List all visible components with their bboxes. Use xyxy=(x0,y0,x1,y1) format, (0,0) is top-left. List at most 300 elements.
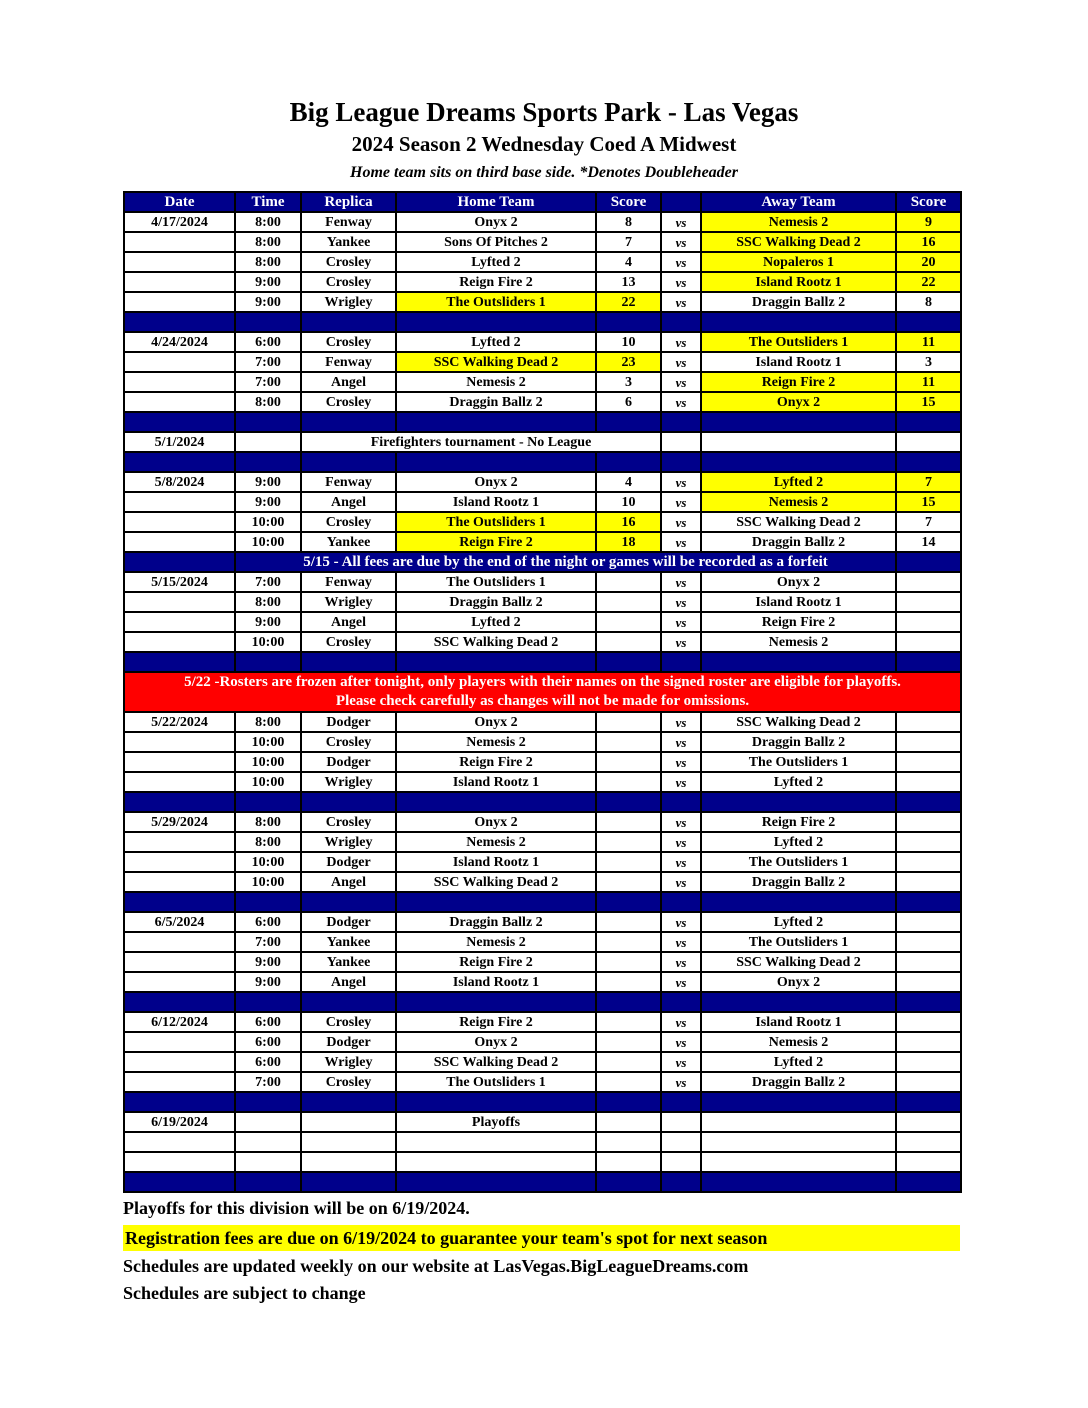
home-team-cell: Reign Fire 2 xyxy=(396,532,596,552)
empty-cell xyxy=(301,1132,396,1152)
spacer-cell xyxy=(896,992,961,1012)
time-cell: 9:00 xyxy=(235,612,301,632)
home-team-cell: Island Rootz 1 xyxy=(396,772,596,792)
spacer-cell xyxy=(396,312,596,332)
time-cell: 6:00 xyxy=(235,332,301,352)
date-cell xyxy=(124,832,235,852)
date-cell xyxy=(124,512,235,532)
replica-cell: Yankee xyxy=(301,932,396,952)
vs-label: vs xyxy=(661,812,701,832)
home-team-cell: Reign Fire 2 xyxy=(396,752,596,772)
date-cell xyxy=(124,232,235,252)
away-team-cell: The Outsliders 1 xyxy=(701,932,896,952)
home-score-cell xyxy=(596,712,661,732)
away-score-cell xyxy=(896,1032,961,1052)
vs-label: vs xyxy=(661,972,701,992)
away-score-cell: 3 xyxy=(896,352,961,372)
time-cell: 6:00 xyxy=(235,1012,301,1032)
game-row xyxy=(124,852,961,872)
home-team-cell: Draggin Ballz 2 xyxy=(396,592,596,612)
page-subtitle: 2024 Season 2 Wednesday Coed A Midwest xyxy=(351,132,737,156)
home-team-cell: Lyfted 2 xyxy=(396,612,596,632)
home-team-cell: Lyfted 2 xyxy=(396,332,596,352)
home-team-cell: Nemesis 2 xyxy=(396,372,596,392)
away-team-cell: Island Rootz 1 xyxy=(701,592,896,612)
home-team-note: Home team sits on third base side. *Denotes Doubleheader xyxy=(350,164,738,181)
away-score-cell xyxy=(896,952,961,972)
vs-label: vs xyxy=(661,472,701,492)
replica-cell: Fenway xyxy=(301,472,396,492)
away-score-cell xyxy=(896,812,961,832)
away-team-cell: Draggin Ballz 2 xyxy=(701,532,896,552)
spacer-cell xyxy=(701,652,896,672)
date-cell xyxy=(124,492,235,512)
date-cell: 6/12/2024 xyxy=(124,1012,235,1032)
replica-cell: Crosley xyxy=(301,1012,396,1032)
spacer-cell xyxy=(896,452,961,472)
empty-cell xyxy=(396,1152,596,1172)
away-team-cell: Nemesis 2 xyxy=(701,632,896,652)
column-header-time: Time xyxy=(235,192,301,212)
game-row xyxy=(124,1052,961,1072)
spacer-cell xyxy=(896,1172,961,1192)
spacer-cell xyxy=(235,412,301,432)
spacer-cell xyxy=(596,1172,661,1192)
replica-cell xyxy=(301,1112,396,1132)
spacer-row xyxy=(124,1172,961,1192)
time-cell: 7:00 xyxy=(235,352,301,372)
away-team-cell: Draggin Ballz 2 xyxy=(701,872,896,892)
spacer-cell xyxy=(661,1092,701,1112)
game-row xyxy=(124,392,961,412)
footer xyxy=(123,1196,960,1305)
spacer-cell xyxy=(596,652,661,672)
vs-label: vs xyxy=(661,952,701,972)
away-score-cell: 15 xyxy=(896,392,961,412)
away-team-cell: Onyx 2 xyxy=(701,972,896,992)
spacer-cell xyxy=(701,452,896,472)
game-row xyxy=(124,932,961,952)
date-cell: 6/5/2024 xyxy=(124,912,235,932)
spacer-cell xyxy=(896,792,961,812)
spacer-cell xyxy=(396,412,596,432)
date-cell xyxy=(124,952,235,972)
header-row xyxy=(124,192,961,212)
spacer-cell xyxy=(124,652,235,672)
vs-label: vs xyxy=(661,232,701,252)
game-row xyxy=(124,572,961,592)
home-team-cell: Island Rootz 1 xyxy=(396,492,596,512)
spacer-row xyxy=(124,992,961,1012)
game-row xyxy=(124,732,961,752)
schedule-table xyxy=(123,191,962,1193)
time-cell: 8:00 xyxy=(235,832,301,852)
spacer-cell xyxy=(661,452,701,472)
away-score-cell: 11 xyxy=(896,372,961,392)
away-score-cell: 14 xyxy=(896,532,961,552)
replica-cell: Dodger xyxy=(301,852,396,872)
away-team-cell: SSC Walking Dead 2 xyxy=(701,952,896,972)
date-cell xyxy=(124,292,235,312)
away-team-cell: SSC Walking Dead 2 xyxy=(701,512,896,532)
game-row xyxy=(124,712,961,732)
date-cell: 5/8/2024 xyxy=(124,472,235,492)
home-score-cell: 4 xyxy=(596,472,661,492)
date-cell: 4/24/2024 xyxy=(124,332,235,352)
home-score-cell xyxy=(596,772,661,792)
replica-cell: Yankee xyxy=(301,232,396,252)
home-score-cell xyxy=(596,832,661,852)
spacer-row xyxy=(124,892,961,912)
home-team-cell: Reign Fire 2 xyxy=(396,272,596,292)
game-row xyxy=(124,532,961,552)
spacer-cell xyxy=(396,652,596,672)
away-score-cell xyxy=(896,1072,961,1092)
home-team-cell: Reign Fire 2 xyxy=(396,952,596,972)
home-score-cell: 16 xyxy=(596,512,661,532)
away-score-cell xyxy=(896,712,961,732)
tournament-row xyxy=(124,432,961,452)
away-score-cell xyxy=(896,752,961,772)
home-team-cell: The Outsliders 1 xyxy=(396,512,596,532)
column-header-home-score: Score xyxy=(596,192,661,212)
away-team-cell: Draggin Ballz 2 xyxy=(701,292,896,312)
away-team-cell: Reign Fire 2 xyxy=(701,372,896,392)
away-score-cell: 7 xyxy=(896,472,961,492)
time-cell: 7:00 xyxy=(235,572,301,592)
empty-cell xyxy=(235,1132,301,1152)
footer-subject-to-change-note: Schedules are subject to change xyxy=(123,1283,366,1303)
game-row xyxy=(124,972,961,992)
home-score-cell: 13 xyxy=(596,272,661,292)
replica-cell: Crosley xyxy=(301,1072,396,1092)
spacer-cell xyxy=(301,992,396,1012)
roster-notice-line: Please check carefully as changes will not be made for omissions. xyxy=(335,693,750,709)
spacer-cell xyxy=(661,652,701,672)
vs-label: vs xyxy=(661,1032,701,1052)
away-score-cell xyxy=(896,932,961,952)
date-cell xyxy=(124,612,235,632)
vs-label: vs xyxy=(661,932,701,952)
away-team-cell: Nopaleros 1 xyxy=(701,252,896,272)
date-cell xyxy=(124,1032,235,1052)
home-score-cell xyxy=(596,912,661,932)
spacer-cell xyxy=(235,452,301,472)
spacer-cell xyxy=(596,792,661,812)
fees-notice-row xyxy=(124,552,961,572)
spacer-cell xyxy=(124,992,235,1012)
away-score-cell: 15 xyxy=(896,492,961,512)
home-team-cell: Onyx 2 xyxy=(396,812,596,832)
away-team-cell: Lyfted 2 xyxy=(701,772,896,792)
vs-label: vs xyxy=(661,212,701,232)
away-team-cell: Lyfted 2 xyxy=(701,832,896,852)
spacer-cell xyxy=(701,1172,896,1192)
spacer-cell xyxy=(235,792,301,812)
column-header-away-score: Score xyxy=(896,192,961,212)
away-team-cell: The Outsliders 1 xyxy=(701,852,896,872)
empty-cell xyxy=(301,1152,396,1172)
date-cell: 5/29/2024 xyxy=(124,812,235,832)
spacer-cell xyxy=(396,452,596,472)
empty-cell xyxy=(701,1152,896,1172)
column-header-replica: Replica xyxy=(301,192,396,212)
game-row xyxy=(124,1072,961,1092)
date-cell xyxy=(124,532,235,552)
spacer-cell xyxy=(396,1092,596,1112)
time-cell: 9:00 xyxy=(235,292,301,312)
vs-cell xyxy=(661,1112,701,1132)
spacer-cell xyxy=(235,892,301,912)
time-cell: 8:00 xyxy=(235,232,301,252)
spacer-cell xyxy=(596,992,661,1012)
replica-cell: Dodger xyxy=(301,912,396,932)
home-team-cell: SSC Walking Dead 2 xyxy=(396,352,596,372)
column-header-date: Date xyxy=(124,192,235,212)
home-team-cell: The Outsliders 1 xyxy=(396,572,596,592)
replica-cell: Angel xyxy=(301,492,396,512)
spacer-cell xyxy=(896,652,961,672)
empty-cell xyxy=(235,1152,301,1172)
vs-label: vs xyxy=(661,332,701,352)
spacer-cell xyxy=(701,992,896,1012)
replica-cell: Angel xyxy=(301,972,396,992)
home-score-cell xyxy=(596,932,661,952)
replica-cell: Angel xyxy=(301,872,396,892)
home-team-cell: Lyfted 2 xyxy=(396,252,596,272)
playoffs-row xyxy=(124,1112,961,1132)
home-team-cell: SSC Walking Dead 2 xyxy=(396,632,596,652)
spacer-cell xyxy=(896,412,961,432)
empty-row xyxy=(124,1152,961,1172)
home-team-cell: Onyx 2 xyxy=(396,212,596,232)
time-cell: 10:00 xyxy=(235,512,301,532)
vs-label: vs xyxy=(661,492,701,512)
time-cell: 9:00 xyxy=(235,472,301,492)
spacer-cell xyxy=(661,312,701,332)
home-team-cell: Draggin Ballz 2 xyxy=(396,912,596,932)
spacer-cell xyxy=(661,792,701,812)
time-cell: 10:00 xyxy=(235,532,301,552)
home-team-cell: Sons Of Pitches 2 xyxy=(396,232,596,252)
vs-label: vs xyxy=(661,372,701,392)
home-score-cell: 23 xyxy=(596,352,661,372)
replica-cell: Fenway xyxy=(301,572,396,592)
away-team-cell: Reign Fire 2 xyxy=(701,812,896,832)
date-cell: 5/1/2024 xyxy=(124,432,235,452)
home-team-cell: Onyx 2 xyxy=(396,472,596,492)
vs-label: vs xyxy=(661,772,701,792)
away-team-cell: Onyx 2 xyxy=(701,572,896,592)
roster-notice-text xyxy=(124,672,961,712)
game-row xyxy=(124,1032,961,1052)
game-row xyxy=(124,612,961,632)
vs-label: vs xyxy=(661,352,701,372)
time-cell: 6:00 xyxy=(235,1052,301,1072)
vs-label: vs xyxy=(661,512,701,532)
date-cell xyxy=(124,972,235,992)
empty-cell xyxy=(661,1132,701,1152)
date-cell: 6/19/2024 xyxy=(124,1112,235,1132)
empty-row xyxy=(124,1132,961,1152)
spacer-cell xyxy=(596,452,661,472)
spacer-cell xyxy=(896,312,961,332)
game-row xyxy=(124,232,961,252)
footer-playoffs-note: Playoffs for this division will be on 6/19/2024. xyxy=(123,1198,470,1218)
away-team-cell: Island Rootz 1 xyxy=(701,272,896,292)
time-cell: 10:00 xyxy=(235,852,301,872)
away-score-cell: 8 xyxy=(896,292,961,312)
spacer-cell xyxy=(701,892,896,912)
vs-label: vs xyxy=(661,272,701,292)
home-score-cell xyxy=(596,852,661,872)
spacer-cell xyxy=(235,992,301,1012)
game-row xyxy=(124,752,961,772)
spacer-cell xyxy=(301,452,396,472)
playoffs-text: Playoffs xyxy=(396,1112,596,1132)
spacer-cell xyxy=(596,1092,661,1112)
spacer-cell xyxy=(124,312,235,332)
date-cell xyxy=(124,392,235,412)
vs-label: vs xyxy=(661,712,701,732)
away-score-cell xyxy=(896,912,961,932)
spacer-row xyxy=(124,412,961,432)
empty-cell xyxy=(896,1132,961,1152)
vs-label: vs xyxy=(661,1012,701,1032)
spacer-row xyxy=(124,652,961,672)
home-score-cell: 22 xyxy=(596,292,661,312)
time-cell: 9:00 xyxy=(235,972,301,992)
spacer-cell xyxy=(235,652,301,672)
spacer-cell xyxy=(701,1092,896,1112)
away-score-cell xyxy=(896,632,961,652)
replica-cell: Dodger xyxy=(301,1032,396,1052)
replica-cell: Crosley xyxy=(301,332,396,352)
spacer-cell xyxy=(661,1172,701,1192)
spacer-cell xyxy=(396,992,596,1012)
empty-cell xyxy=(124,1152,235,1172)
game-row xyxy=(124,912,961,932)
replica-cell: Wrigley xyxy=(301,832,396,852)
vs-label: vs xyxy=(661,612,701,632)
empty-cell xyxy=(596,1132,661,1152)
vs-label: vs xyxy=(661,592,701,612)
away-team-cell: SSC Walking Dead 2 xyxy=(701,232,896,252)
footer-website-note: Schedules are updated weekly on our website at LasVegas.BigLeagueDreams.com xyxy=(123,1256,749,1276)
spacer-cell xyxy=(661,992,701,1012)
date-cell xyxy=(124,252,235,272)
away-team-cell: Nemesis 2 xyxy=(701,1032,896,1052)
away-team-cell: Lyfted 2 xyxy=(701,1052,896,1072)
replica-cell: Wrigley xyxy=(301,772,396,792)
away-team-cell xyxy=(701,432,896,452)
away-team-cell: The Outsliders 1 xyxy=(701,752,896,772)
away-score-cell xyxy=(896,1052,961,1072)
home-score-cell xyxy=(596,1032,661,1052)
date-cell xyxy=(124,1072,235,1092)
away-score-cell xyxy=(896,972,961,992)
away-score-cell: 7 xyxy=(896,512,961,532)
date-cell xyxy=(124,1052,235,1072)
away-score-cell: 22 xyxy=(896,272,961,292)
away-score-cell: 9 xyxy=(896,212,961,232)
home-score-cell: 10 xyxy=(596,332,661,352)
spacer-row xyxy=(124,1092,961,1112)
home-score-cell: 8 xyxy=(596,212,661,232)
fees-notice-text: 5/15 - All fees are due by the end of the night or games will be recorded as a forfeit xyxy=(235,552,896,572)
date-cell xyxy=(124,772,235,792)
empty-cell xyxy=(661,1152,701,1172)
time-cell: 10:00 xyxy=(235,872,301,892)
spacer-cell xyxy=(235,1092,301,1112)
game-row xyxy=(124,252,961,272)
roster-notice-row xyxy=(124,672,961,712)
away-score-cell xyxy=(896,432,961,452)
replica-cell: Wrigley xyxy=(301,1052,396,1072)
home-team-cell: Nemesis 2 xyxy=(396,932,596,952)
away-team-cell: Nemesis 2 xyxy=(701,212,896,232)
spacer-cell xyxy=(124,1092,235,1112)
game-row xyxy=(124,352,961,372)
spacer-cell xyxy=(396,892,596,912)
vs-label: vs xyxy=(661,1072,701,1092)
away-team-cell: Nemesis 2 xyxy=(701,492,896,512)
home-score-cell xyxy=(596,732,661,752)
date-cell xyxy=(124,872,235,892)
game-row xyxy=(124,292,961,312)
time-cell: 8:00 xyxy=(235,252,301,272)
spacer-cell xyxy=(701,412,896,432)
footer-registration-note: Registration fees are due on 6/19/2024 to guarantee your team's spot for next season xyxy=(123,1225,960,1251)
spacer-cell xyxy=(661,892,701,912)
time-cell: 10:00 xyxy=(235,752,301,772)
away-team-cell: Draggin Ballz 2 xyxy=(701,732,896,752)
home-score-cell xyxy=(596,592,661,612)
spacer-cell xyxy=(235,312,301,332)
away-score-cell xyxy=(896,772,961,792)
spacer-cell xyxy=(896,892,961,912)
time-cell: 9:00 xyxy=(235,952,301,972)
time-cell: 9:00 xyxy=(235,272,301,292)
home-team-cell: SSC Walking Dead 2 xyxy=(396,872,596,892)
vs-label: vs xyxy=(661,752,701,772)
date-cell xyxy=(124,632,235,652)
replica-cell: Fenway xyxy=(301,352,396,372)
spacer-cell xyxy=(896,1092,961,1112)
away-score-cell: 16 xyxy=(896,232,961,252)
vs-label: vs xyxy=(661,252,701,272)
date-cell: 5/15/2024 xyxy=(124,572,235,592)
away-score-cell: 20 xyxy=(896,252,961,272)
home-team-cell: Onyx 2 xyxy=(396,712,596,732)
spacer-row xyxy=(124,312,961,332)
date-cell xyxy=(124,752,235,772)
date-cell xyxy=(124,852,235,872)
home-team-cell: Nemesis 2 xyxy=(396,832,596,852)
home-team-cell: Onyx 2 xyxy=(396,1032,596,1052)
spacer-cell xyxy=(301,312,396,332)
time-cell: 10:00 xyxy=(235,732,301,752)
spacer-cell xyxy=(301,892,396,912)
vs-label: vs xyxy=(661,392,701,412)
replica-cell: Crosley xyxy=(301,272,396,292)
away-score-cell xyxy=(896,832,961,852)
time-cell: 6:00 xyxy=(235,1032,301,1052)
home-score-cell xyxy=(596,632,661,652)
roster-notice-line: 5/22 -Rosters are frozen after tonight, only players with their names on the signed roster are eligible for playoffs. xyxy=(184,674,901,690)
replica-cell: Yankee xyxy=(301,952,396,972)
away-team-cell: The Outsliders 1 xyxy=(701,332,896,352)
